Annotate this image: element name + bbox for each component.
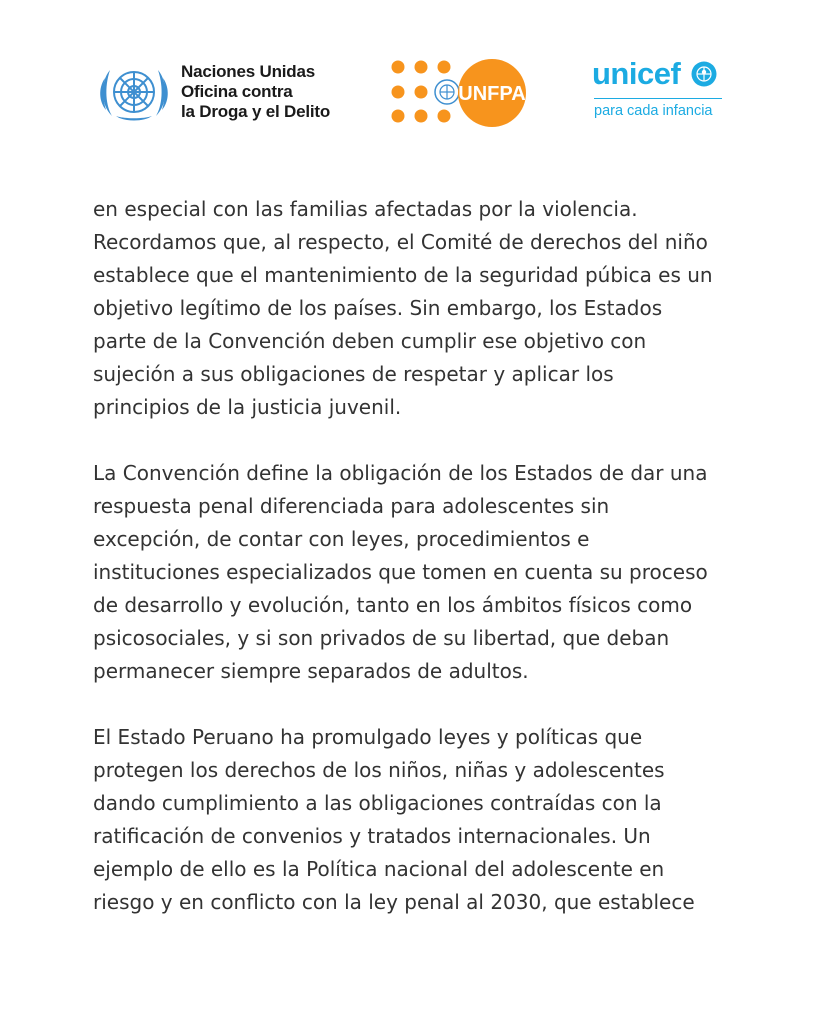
paragraph-3 [93, 721, 753, 919]
paragraph-line: en especial con las familias afectadas por la violencia. [93, 197, 638, 221]
logo-header [0, 0, 819, 160]
paragraph-line: psicosociales, y si son privados de su libertad, que deban [93, 626, 670, 650]
unicef-divider [594, 98, 722, 99]
paragraph-line: objetivo legítimo de los países. Sin embargo, los Estados [93, 296, 663, 320]
paragraph-line: respuesta penal diferenciada para adolescentes sin [93, 494, 610, 518]
unodc-line-3: la Droga y el Delito [181, 102, 331, 121]
paragraph-1 [93, 193, 753, 424]
unodc-line-1: Naciones Unidas [181, 62, 315, 81]
document-body [93, 193, 753, 952]
paragraph-line: dando cumplimiento a las obligaciones contraídas con la [93, 791, 662, 815]
paragraph-line: excepción, de contar con leyes, procedimientos e [93, 527, 590, 551]
unodc-name [181, 62, 330, 122]
paragraph-line: permanecer siempre separados de adultos. [93, 659, 529, 683]
paragraph-line: Recordamos que, al respecto, el Comité de derechos del niño [93, 230, 708, 254]
paragraph-line: El Estado Peruano ha promulgado leyes y políticas que [93, 725, 643, 749]
paragraph-line: parte de la Convención deben cumplir ese objetivo con [93, 329, 647, 353]
paragraph-line: de desarrollo y evolución, tanto en los ámbitos físicos como [93, 593, 693, 617]
unicef-globe-icon [690, 60, 718, 88]
paragraph-line: sujeción a sus obligaciones de respetar y aplicar los [93, 362, 614, 386]
unicef-logo [592, 56, 727, 126]
paragraph-line: principios de la justicia juvenil. [93, 395, 402, 419]
paragraph-line: ejemplo de ello es la Política nacional del adolescente en [93, 857, 665, 881]
unfpa-label: UNFPA [458, 83, 526, 105]
paragraph-line: establece que el mantenimiento de la seguridad púbica es un [93, 263, 713, 287]
unicef-tagline: para cada infancia [594, 103, 713, 119]
paragraph-line: La Convención define la obligación de los Estados de dar una [93, 461, 708, 485]
un-emblem-icon [96, 58, 172, 126]
paragraph-line: ratificación de convenios y tratados internacionales. Un [93, 824, 651, 848]
paragraph-2 [93, 457, 753, 688]
unfpa-logo [388, 57, 532, 129]
unicef-wordmark: unicef [592, 56, 681, 91]
unodc-line-2: Oficina contra [181, 82, 293, 101]
paragraph-line: riesgo y en conflicto con la ley penal al 2030, que establece [93, 890, 695, 914]
paragraph-line: instituciones especializados que tomen en cuenta su proceso [93, 560, 708, 584]
paragraph-line: protegen los derechos de los niños, niñas y adolescentes [93, 758, 665, 782]
